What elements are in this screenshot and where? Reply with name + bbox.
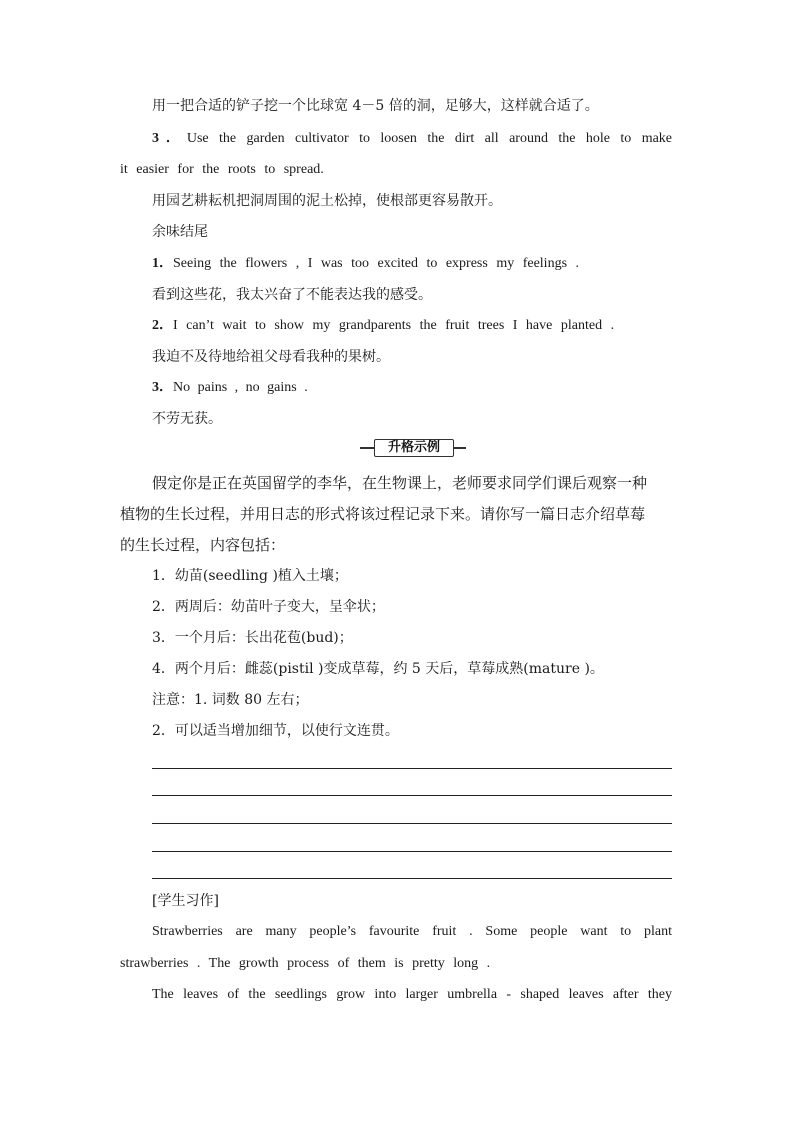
badge-right-bar xyxy=(452,447,466,449)
item-number: 1． xyxy=(152,256,173,271)
ending-item-3-en xyxy=(152,379,308,397)
writing-line xyxy=(152,823,672,824)
intro-line-zh: 用一把合适的铲子挖一个比球宽 4－5 倍的洞，足够大，这样就合适了。 xyxy=(152,98,599,114)
example-point-2: 2．两周后：幼苗叶子变大，呈伞状； xyxy=(152,599,385,615)
example-point-4: 4．两个月后：雌蕊(pistil )变成草莓，约 5 天后，草莓成熟(mature )。 xyxy=(152,661,604,677)
ending-item-3-zh: 不劳无获。 xyxy=(152,411,222,427)
ending-item-2-zh: 我迫不及待地给祖父母看我种的果树。 xyxy=(152,349,390,365)
student-line-1: Strawberries are many people’s favourite fruit . Some people want to plant xyxy=(152,924,672,939)
intro-item3-en-line2: it easier for the roots to spread. xyxy=(120,162,324,177)
example-point-1: 1．幼苗(seedling )植入土壤； xyxy=(152,568,348,584)
student-line-3: The leaves of the seedlings grow into larger umbrella - shaped leaves after they xyxy=(152,987,672,1002)
item-number: 3． xyxy=(152,131,187,146)
intro-item3-en-line1 xyxy=(152,130,672,148)
ending-item-1-zh: 看到这些花，我太兴奋了不能表达我的感受。 xyxy=(152,287,432,303)
writing-line xyxy=(152,851,672,852)
example-prompt-line-3: 的生长过程，内容包括： xyxy=(120,536,286,554)
writing-line xyxy=(152,878,672,879)
student-writing-label: [学生习作] xyxy=(152,893,219,909)
ending-item-2-en xyxy=(152,317,614,335)
example-point-3: 3．一个月后：长出花苞(bud)； xyxy=(152,630,353,646)
student-line-2: strawberries . The growth process of them is pretty long . xyxy=(120,956,491,971)
example-note-2: 2．可以适当增加细节，以使行文连贯。 xyxy=(152,723,399,739)
item-text: Seeing the flowers , I was too excited to express my feelings . xyxy=(173,256,580,271)
badge-label: 升格示例 xyxy=(374,439,454,457)
item-number: 2． xyxy=(152,318,173,333)
example-heading-badge xyxy=(360,439,466,457)
intro-item3-zh: 用园艺耕耘机把洞周围的泥土松掉，使根部更容易散开。 xyxy=(152,193,502,209)
ending-heading: 余味结尾 xyxy=(152,224,208,240)
example-prompt-line-1: 假定你是正在英国留学的李华，在生物课上，老师要求同学们课后观察一种 xyxy=(152,474,648,492)
item-number: 3． xyxy=(152,380,173,395)
item-text: Use the garden cultivator to loosen the dirt all around the hole to make xyxy=(186,131,673,146)
badge-left-bar xyxy=(360,447,374,449)
example-note-1: 注意：1. 词数 80 左右； xyxy=(152,692,309,708)
writing-line xyxy=(152,795,672,796)
writing-line xyxy=(152,768,672,769)
ending-item-1-en xyxy=(152,255,579,273)
item-text: No pains , no gains . xyxy=(173,380,308,395)
example-prompt-line-2: 植物的生长过程，并用日志的形式将该过程记录下来。请你写一篇日志介绍草莓 xyxy=(120,505,646,523)
item-text: I can’t wait to show my grandparents the fruit trees I have planted . xyxy=(173,318,615,333)
